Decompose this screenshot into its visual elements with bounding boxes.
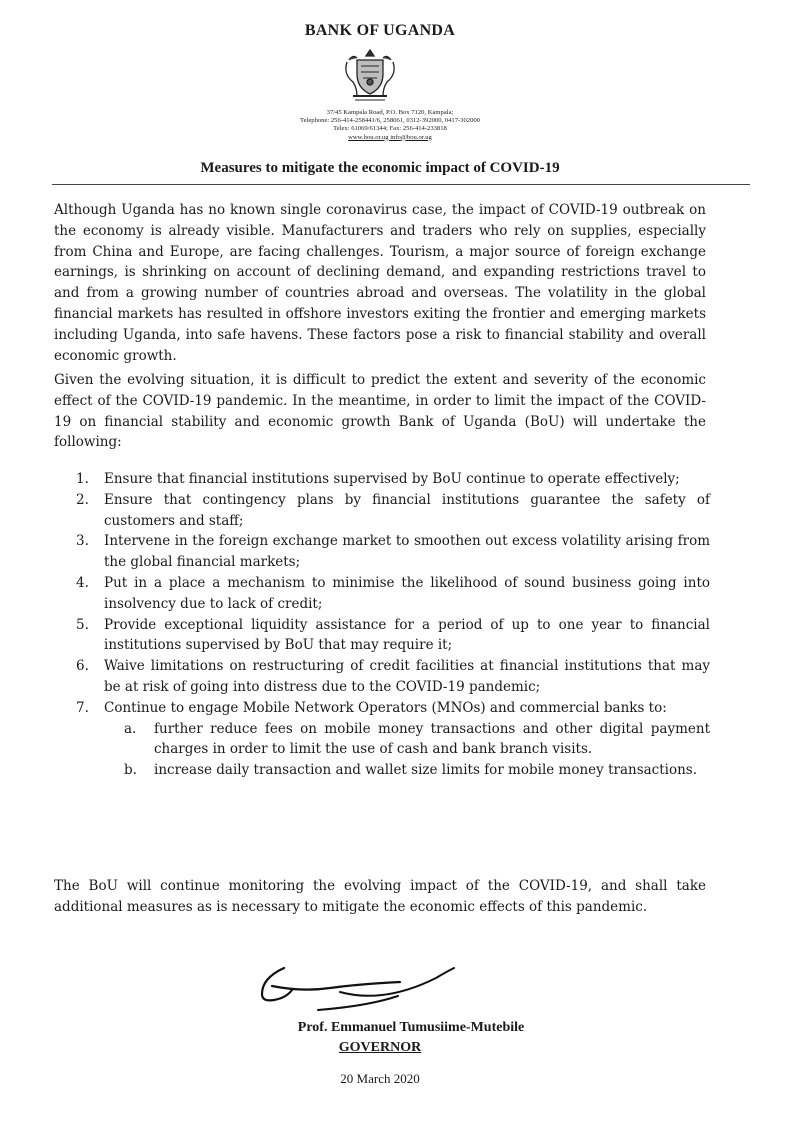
signer-name: Prof. Emmanuel Tumusiime-Mutebile bbox=[297, 1020, 525, 1035]
measure-number: 2. bbox=[76, 491, 89, 508]
signer-position: GOVERNOR bbox=[338, 1040, 422, 1055]
sub-measure-text: increase daily transaction and wallet size limits for mobile money transactions. bbox=[154, 762, 698, 779]
measure-text: Ensure that contingency plans by financial institutions guarantee the safety of customers and staff; bbox=[104, 491, 710, 529]
sub-measure-text: further reduce fees on mobile money transactions and other digital payment charges in order to limit the use of cash and bank branch visits. bbox=[154, 720, 710, 758]
measures-list bbox=[76, 469, 710, 781]
governor-signature bbox=[248, 962, 468, 1026]
sub-measure-item bbox=[124, 719, 710, 761]
measure-text: Ensure that financial institutions supervised by BoU continue to operate effectively; bbox=[104, 471, 680, 487]
paragraph-closing: The BoU will continue monitoring the evolving impact of the COVID-19, and shall take additional measures as is necessary to mitigate the economic effects of this pandemic. bbox=[54, 878, 706, 915]
measure-number: 1. bbox=[76, 471, 89, 487]
measure-text: Put in a place a mechanism to minimise the likelihood of sound business going into insolvency due to lack of credit; bbox=[104, 574, 710, 612]
measure-item bbox=[76, 615, 710, 657]
measure-number: 7. bbox=[76, 699, 89, 716]
measure-item bbox=[76, 698, 710, 781]
paragraph-situation: Although Uganda has no known single coronavirus case, the impact of COVID-19 outbreak on the economy is already visible. Manufacturers and traders who rely on supplies, especially from China and Europe, are facing challenges. Tourism, a major source of foreign exchange earnings, is shrinking on account of declining demand, and expanding restrictions travel to and from a growing number of countries abroad and overseas. The volatility in the global financial markets has resulted in offshore investors exiting the frontier and emerging markets including Uganda, into safe havens. These factors pose a risk to financial stability and overall economic growth. bbox=[54, 202, 706, 364]
measure-text: Continue to engage Mobile Network Operators (MNOs) and commercial banks to: bbox=[104, 699, 667, 716]
letter-date: 20 March 2020 bbox=[340, 1071, 420, 1086]
measure-item bbox=[76, 573, 710, 615]
sub-measure-letter: b. bbox=[124, 762, 137, 779]
paragraph-response: Given the evolving situation, it is difficult to predict the extent and severity of the economic effect of the COVID-19 pandemic. In the meantime, in order to limit the impact of the COVID-19 on financial stability and economic growth Bank of Uganda (BoU) will undertake the following: bbox=[54, 372, 706, 451]
telephone-line: Telephone: 256-414-258441/6, 258061, 0312-392000, 0417-302000 bbox=[300, 117, 480, 125]
telex-fax-line: Telex: 61069/61344; Fax: 256-414-233818 bbox=[333, 125, 447, 133]
title-divider bbox=[52, 184, 750, 185]
bank-name: BANK OF UGANDA bbox=[304, 22, 456, 39]
measure-text: Waive limitations on restructuring of credit facilities at financial institutions that may be at risk of going into distress due to the COVID-19 pandemic; bbox=[104, 658, 710, 695]
sub-measure-letter: a. bbox=[124, 720, 137, 737]
measure-number: 4. bbox=[76, 574, 89, 591]
measure-item bbox=[76, 656, 710, 698]
measure-number: 3. bbox=[76, 533, 89, 550]
measure-item bbox=[76, 490, 710, 532]
measure-text: Intervene in the foreign exchange market to smoothen out excess volatility arising from the global financial markets; bbox=[104, 533, 710, 571]
measure-item bbox=[76, 469, 710, 490]
document-title: Measures to mitigate the economic impact of COVID-19 bbox=[200, 160, 560, 176]
sub-measures-list bbox=[124, 719, 710, 781]
measure-number: 6. bbox=[76, 658, 89, 675]
sub-measure-item bbox=[124, 760, 710, 781]
measure-item bbox=[76, 531, 710, 573]
measure-text: Provide exceptional liquidity assistance for a period of up to one year to financial institutions supervised by BoU that may require it; bbox=[104, 616, 710, 654]
bank-coat-of-arms-logo bbox=[339, 44, 401, 106]
address-line: 37/45 Kampala Road, P.O. Box 7120, Kampala; bbox=[326, 109, 454, 116]
measure-number: 5. bbox=[76, 616, 89, 633]
bank-address-block bbox=[0, 109, 780, 142]
web-email-line: www.bou.or.ug info@bou.or.ug bbox=[348, 133, 432, 141]
